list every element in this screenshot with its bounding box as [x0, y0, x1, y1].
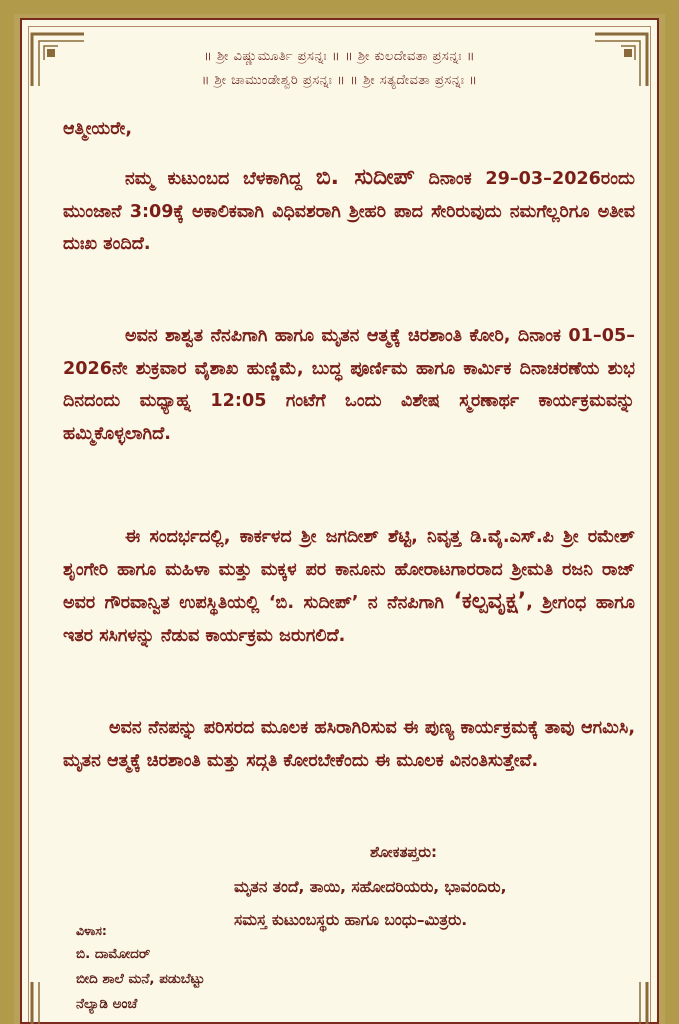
- corner-ornament-icon: [593, 980, 649, 1024]
- address-line-2: ಬೀದಿ ಶಾಲೆ ಮನೆ, ಪಡುಬೆಟ್ಟು: [76, 971, 205, 987]
- mourners-line-2: ಸಮಸ್ತ ಕುಟುಂಬಸ್ಥರು ಹಾಗೂ ಬಂಧು–ಮಿತ್ರರು.: [234, 911, 468, 929]
- mourners-heading: ಶೋಕತಪ್ತರು:: [370, 843, 438, 861]
- para3-name: ‘ಬಿ. ಸುದೀಪ್’: [268, 593, 359, 614]
- para3-rest: , ಶ್ರೀಗಂಧ ಹಾಗೂ ಇತರ ಸಸಿಗಳನ್ನು ನೆಡುವ ಕಾರ್ಯಕ್ರಮ ಜರುಗಲಿದೆ.: [63, 593, 635, 646]
- address-line-3: ನೆಲ್ಯಾಡಿ ಅಂಚೆ: [76, 996, 138, 1012]
- para1-lead: ನಮ್ಮ ಕುಟುಂಬದ ಬೆಳಕಾಗಿದ್ದ: [125, 169, 316, 189]
- paragraph-guests: [63, 521, 635, 652]
- mourners-line-1: ಮೃತನ ತಂದೆ, ತಾಯಿ, ಸಹೋದರಿಯರು, ಭಾವಂದಿರು,: [234, 878, 507, 896]
- paragraph-request: [63, 712, 635, 777]
- para1-rest: ದಿನಾಂಕ 29–03–2026ರಂದು ಮುಂಜಾನೆ 3:09ಕ್ಕೆ ಅಕಾಲಿಕವಾಗಿ ವಿಧಿವಶರಾಗಿ ಶ್ರೀಹರಿ ಪಾದ ಸೇರಿರುವುದು ನಮಗೆಲ್ಲರಿಗೂ ಅತೀವ ದುಃಖ ತಂದಿದೆ.: [63, 169, 635, 255]
- invocation-line-2: ॥ ಶ್ರೀ ಚಾಮುಂಡೇಶ್ವರಿ ಪ್ರಸನ್ನಃ ॥ ॥ ಶ್ರೀ ಸತ್ಯದೇವತಾ ಪ್ರಸನ್ನಃ ॥: [201, 73, 478, 88]
- para3-lead: ಈ ಸಂದರ್ಭದಲ್ಲಿ, ಕಾರ್ಕಳದ ಶ್ರೀ ಜಗದೀಶ್ ಶೆಟ್ಟಿ, ನಿವೃತ್ತ ಡಿ.ವೈ.ಎಸ್.ಪಿ ಶ್ರೀ ರಮೇಶ್ ಶೃಂಗೇರಿ ಹಾಗೂ ಮಹಿಳಾ ಮತ್ತು ಮಕ್ಕಳ ಪರ ಕಾನೂನು ಹೋರಾಟಗಾರರಾದ ಶ್ರೀಮತಿ ರಜನಿ ರಾಜ್ ಅವರ ಗೌರವಾನ್ವಿತ ಉಪಸ್ಥಿತಿಯಲ್ಲಿ: [63, 527, 635, 614]
- paragraph-event-details: [63, 320, 635, 450]
- address-label: ವಿಳಾಸ:: [76, 923, 107, 938]
- deceased-name: ಬಿ. ಸುದೀಪ್: [315, 165, 415, 190]
- paragraph-death-notice: [63, 162, 635, 261]
- para3-mid: ನ ನೆನಪಿಗಾಗಿ: [358, 593, 454, 614]
- invocation-line-1: ॥ ಶ್ರೀ ವಿಷ್ಣುಮೂರ್ತಿ ಪ್ರಸನ್ನಃ ॥ ॥ ಶ್ರೀ ಕುಲದೇವತಾ ಪ್ರಸನ್ನಃ ॥: [203, 49, 476, 64]
- kalpavriksha-label: ‘ಕಲ್ಪವೃಕ್ಷ’: [453, 589, 527, 615]
- para4-text: ಅವನ ನೆನಪನ್ನು ಪರಿಸರದ ಮೂಲಕ ಹಸಿರಾಗಿರಿಸುವ ಈ ಪುಣ್ಯ ಕಾರ್ಯಕ್ರಮಕ್ಕೆ ತಾವು ಆಗಮಿಸಿ, ಮೃತನ ಆತ್ಮಕ್ಕೆ ಚಿರಶಾಂತಿ ಮತ್ತು ಸದ್ಗತಿ ಕೋರಬೇಕೆಂದು ಈ ಮೂಲಕ ವಿನಂತಿಸುತ್ತೇವೆ.: [63, 718, 635, 771]
- address-line-1: ಬಿ. ದಾಮೋದರ್: [76, 946, 151, 962]
- greeting: ಆತ್ಮೀಯರೇ,: [63, 119, 133, 139]
- para2-text: ಅವನ ಶಾಶ್ವತ ನೆನಪಿಗಾಗಿ ಹಾಗೂ ಮೃತನ ಆತ್ಮಕ್ಕೆ ಚಿರಶಾಂತಿ ಕೋರಿ, ದಿನಾಂಕ 01–05–2026ನೇ ಶುಕ್ರವಾರ ವೈಶಾಖ ಹುಣ್ಣಿಮೆ, ಬುದ್ಧ ಪೂರ್ಣಿಮ ಹಾಗೂ ಕಾರ್ಮಿಕ ದಿನಾಚರಣೆಯ ಶುಭ ದಿನದಂದು ಮಧ್ಯಾಹ್ನ 12:05 ಗಂಟೆಗೆ ಒಂದು ವಿಶೇಷ ಸ್ಮರಣಾರ್ಥ ಕಾರ್ಯಕ್ರಮವನ್ನು ಹಮ್ಮಿಕೊಳ್ಳಲಾಗಿದೆ.: [63, 326, 635, 444]
